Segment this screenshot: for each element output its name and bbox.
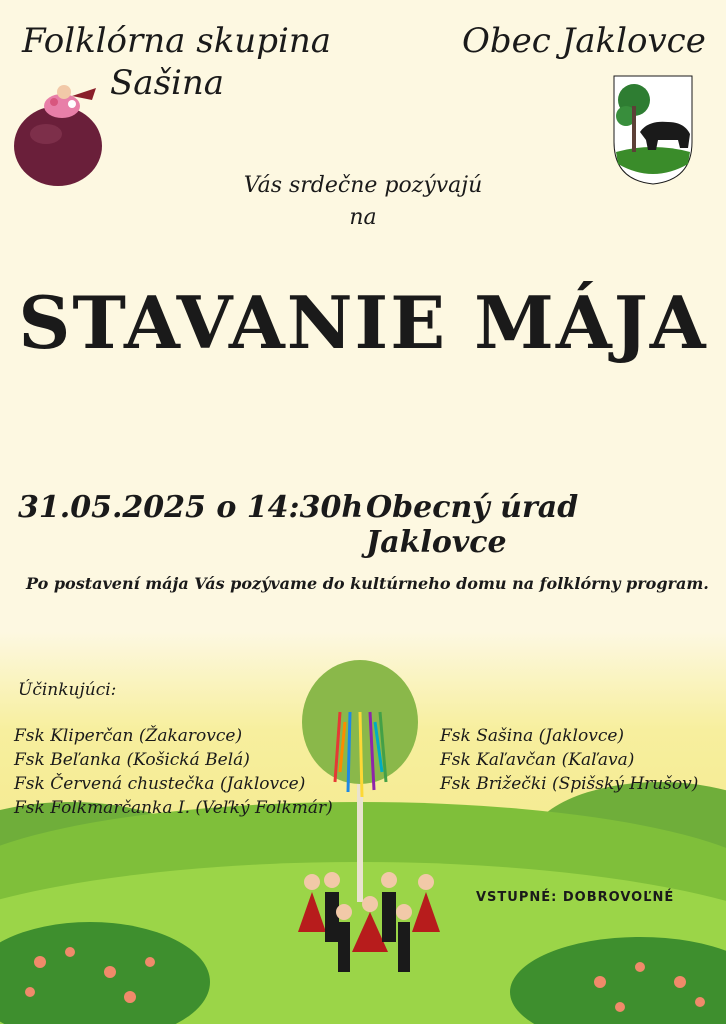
performers-label: Účinkujúci:	[18, 680, 117, 700]
invite-line1: Vás srdečne pozývajú	[243, 173, 483, 198]
performer-item: Fsk Kliperčan (Žakarovce)	[14, 726, 243, 746]
event-note: Po postavení mája Vás pozývame do kultúrneho domu na folklórny program.	[26, 574, 709, 593]
coat-of-arms-tree-bear-icon	[608, 72, 698, 186]
event-place: Obecný úrad Jaklovce	[366, 490, 579, 560]
performer-item: Fsk Kaľavčan (Kaľava)	[440, 750, 635, 770]
performer-item: Fsk Beľanka (Košická Belá)	[14, 750, 250, 770]
admission-text: VSTUPNÉ: DOBROVOĽNÉ	[476, 890, 675, 905]
performer-item: Fsk Červená chustečka (Jaklovce)	[14, 774, 306, 794]
organizer-left-line2: Sašina	[110, 63, 225, 103]
invite-line2: na	[349, 205, 377, 230]
performers-column-2	[440, 724, 698, 796]
performer-item: Fsk Sašina (Jaklovce)	[440, 726, 625, 746]
event-datetime: 31.05.2025 o 14:30h	[18, 490, 364, 525]
beet-doll-icon	[12, 66, 112, 186]
organizer-left-line1: Folklórna skupina	[22, 21, 332, 61]
organizer-right: Obec Jaklovce	[462, 21, 706, 61]
invitation-text	[0, 170, 726, 234]
performers-column-1	[14, 724, 333, 820]
performer-item: Fsk Brižečki (Spišský Hrušov)	[440, 774, 699, 794]
performer-item: Fsk Folkmarčanka I. (Veľký Folkmár)	[14, 798, 333, 818]
event-title: STAVANIE MÁJA	[18, 280, 708, 365]
